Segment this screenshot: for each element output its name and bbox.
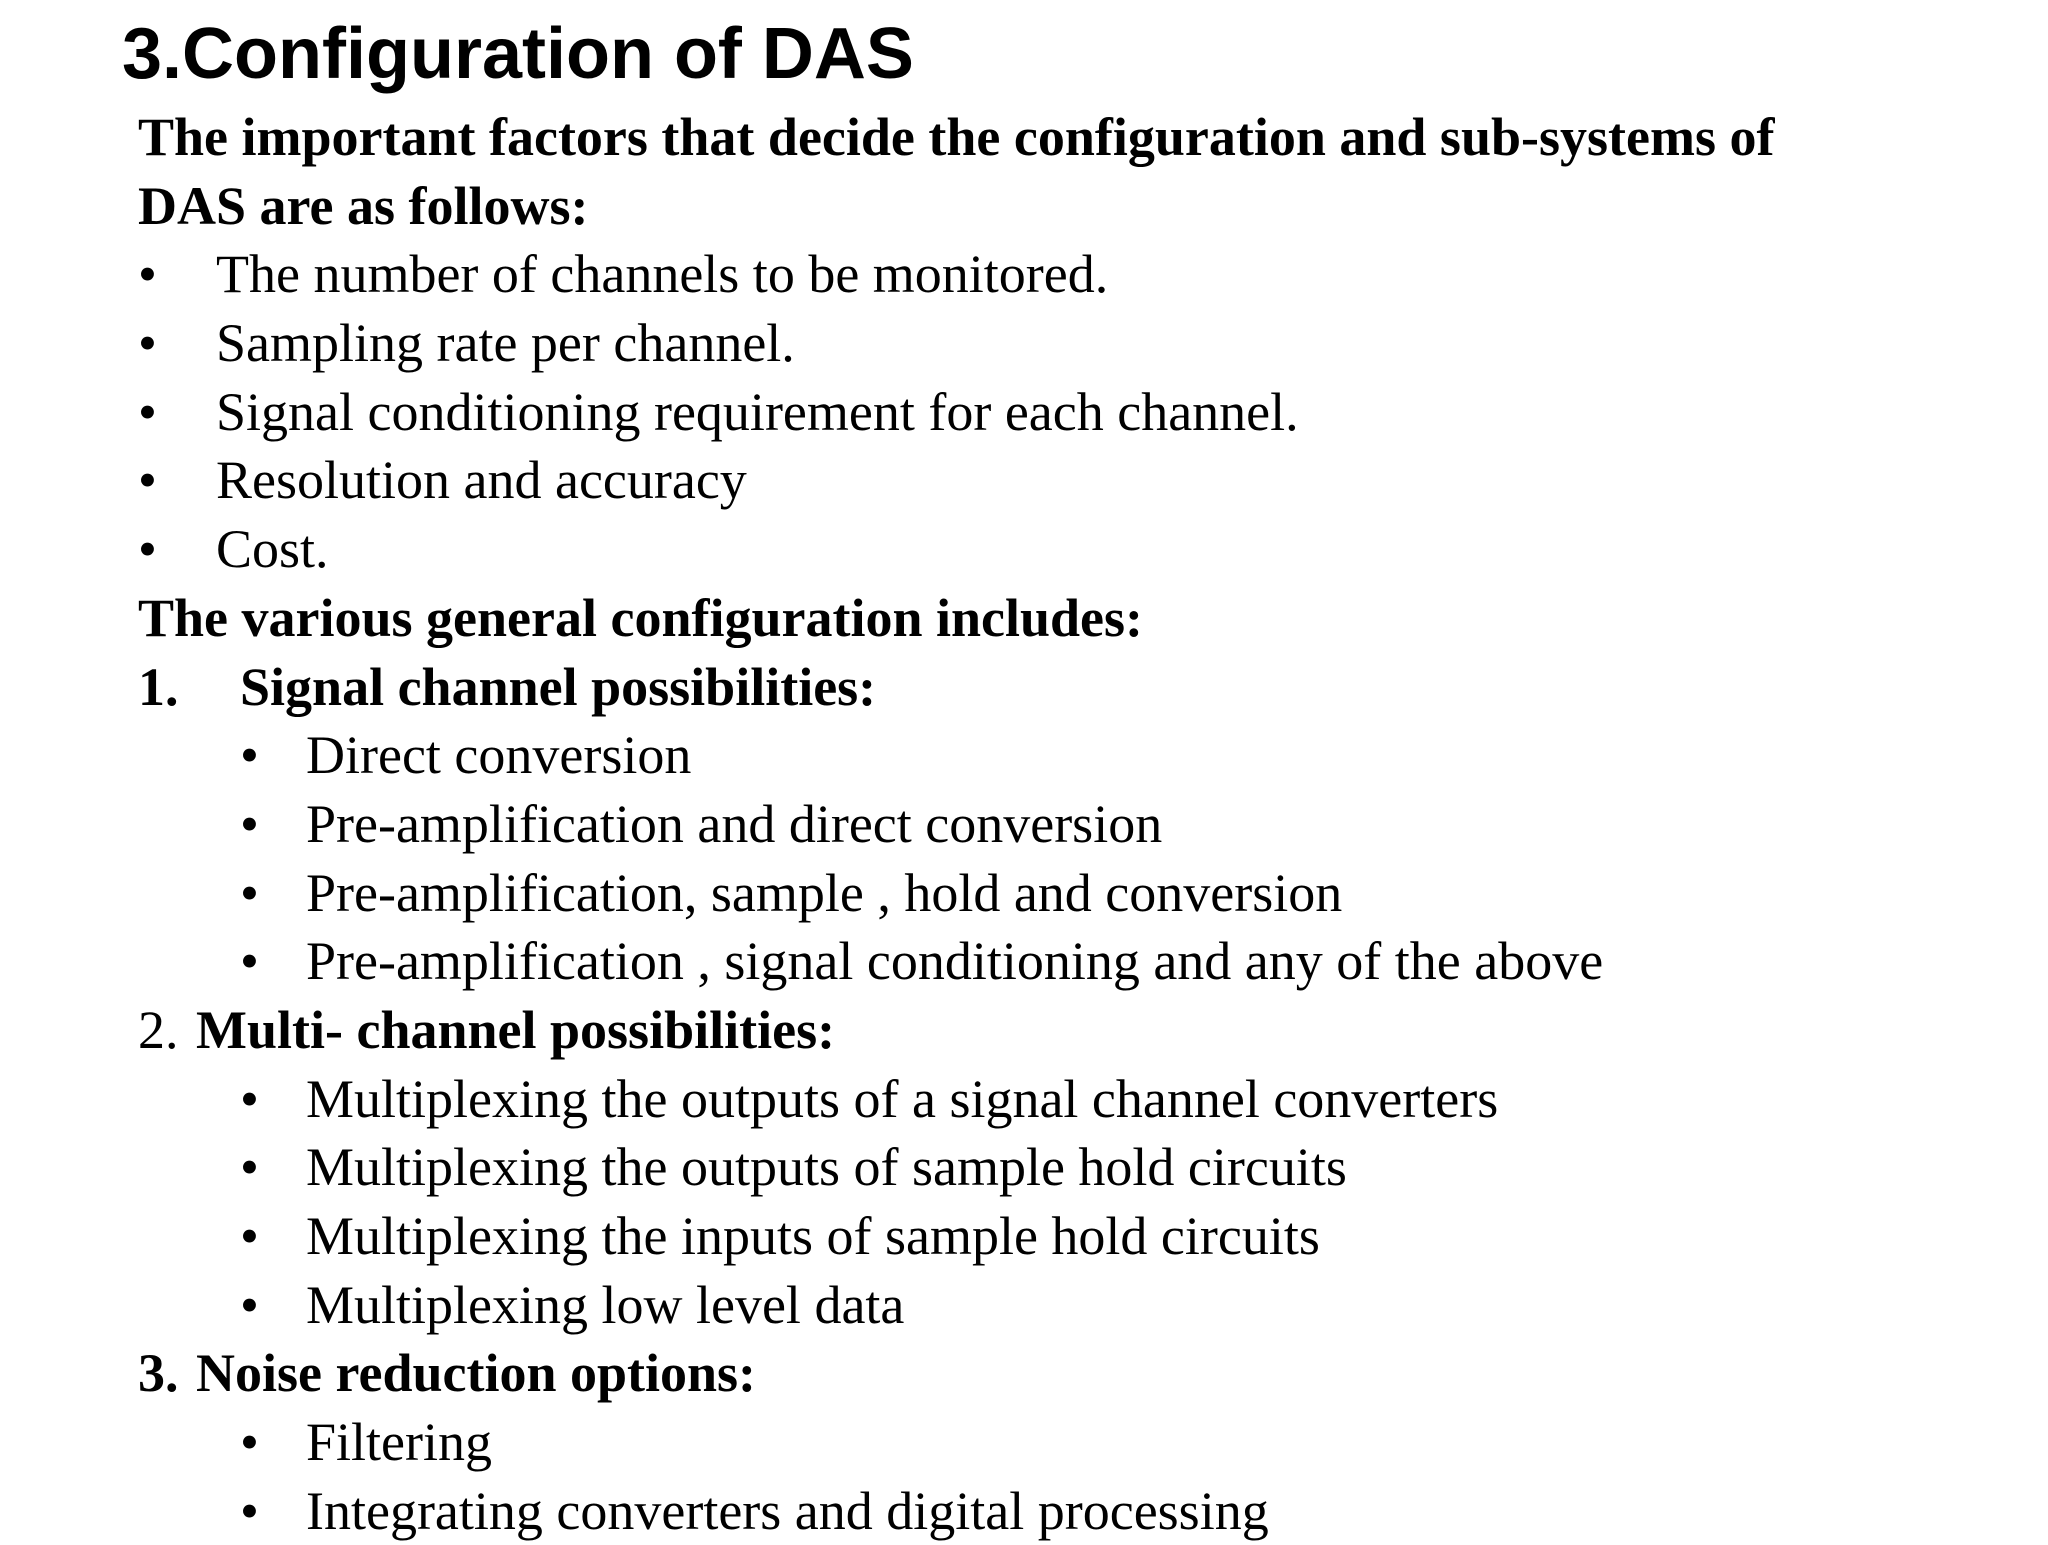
list-item-text: Sampling rate per channel. xyxy=(216,313,795,374)
bullet-icon: • xyxy=(240,1274,259,1335)
bullet-icon: • xyxy=(138,519,157,580)
list-item xyxy=(0,1065,2048,1134)
list-item xyxy=(0,446,2048,515)
list-item xyxy=(0,859,2048,928)
list-item-text: Integrating converters and digital processing xyxy=(306,1480,1269,1541)
list-item-text: Cost. xyxy=(216,519,329,580)
list-item xyxy=(0,721,2048,790)
list-item-text: Multiplexing the outputs of sample hold circuits xyxy=(306,1137,1347,1198)
general-config-heading: The various general configuration includes: xyxy=(138,587,1144,648)
list-item xyxy=(0,790,2048,859)
bullet-icon: • xyxy=(240,931,259,992)
section-signal-channel xyxy=(0,653,2048,996)
bullet-icon: • xyxy=(240,1480,259,1541)
section-multi-channel xyxy=(0,996,2048,1339)
bullet-icon: • xyxy=(240,1137,259,1198)
list-item xyxy=(0,515,2048,584)
list-item-text: Filtering xyxy=(306,1412,492,1473)
list-item xyxy=(0,309,2048,378)
list-item xyxy=(0,1271,2048,1340)
bullet-icon: • xyxy=(138,450,157,511)
section-heading xyxy=(0,653,2048,722)
factor-list xyxy=(0,240,2048,583)
section-number: 2. xyxy=(138,999,179,1060)
section-number: 1. xyxy=(138,656,179,717)
list-item xyxy=(0,927,2048,996)
list-item-text: Multiplexing the inputs of sample hold circuits xyxy=(306,1206,1320,1266)
list-item-text: Resolution and accuracy xyxy=(216,450,747,511)
list-item xyxy=(0,1202,2048,1271)
slide-title: 3.Configuration of DAS xyxy=(122,14,914,94)
list-item-text: Multiplexing the outputs of a signal channel converters xyxy=(306,1068,1499,1129)
slide-body xyxy=(0,103,2048,1545)
list-item-text: Pre-amplification and direct conversion xyxy=(306,793,1163,854)
list-item xyxy=(0,1133,2048,1202)
list-item-text: Pre-amplification , signal conditioning and any of the above xyxy=(306,931,1604,992)
section-number: 3. xyxy=(138,1343,179,1404)
bullet-icon: • xyxy=(138,381,157,442)
section-heading xyxy=(0,996,2048,1065)
bullet-icon: • xyxy=(240,793,259,854)
list-item-text: The number of channels to be monitored. xyxy=(216,244,1109,305)
bullet-icon: • xyxy=(240,1412,259,1473)
section-title: Noise reduction options: xyxy=(196,1343,757,1404)
bullet-icon: • xyxy=(240,862,259,923)
bullet-icon: • xyxy=(240,1206,259,1266)
intro-line-1: The important factors that decide the configuration and sub-systems of xyxy=(138,107,1775,167)
section-noise-reduction xyxy=(0,1339,2048,1545)
list-item xyxy=(0,378,2048,447)
list-item-text: Direct conversion xyxy=(306,725,692,786)
section-title: Signal channel possibilities: xyxy=(240,656,877,717)
list-item-text: Multiplexing low level data xyxy=(306,1274,905,1335)
intro-line-2: DAS are as follows: xyxy=(138,175,589,236)
section-title: Multi- channel possibilities: xyxy=(196,999,836,1060)
bullet-icon: • xyxy=(240,725,259,786)
list-item xyxy=(0,240,2048,309)
list-item-text: Signal conditioning requirement for each channel. xyxy=(216,381,1299,442)
list-item xyxy=(0,1408,2048,1477)
list-item-text: Pre-amplification, sample , hold and conversion xyxy=(306,862,1343,923)
list-item xyxy=(0,1477,2048,1545)
section-heading xyxy=(0,1339,2048,1408)
bullet-icon: • xyxy=(138,244,157,305)
bullet-icon: • xyxy=(138,313,157,374)
bullet-icon: • xyxy=(240,1068,259,1129)
